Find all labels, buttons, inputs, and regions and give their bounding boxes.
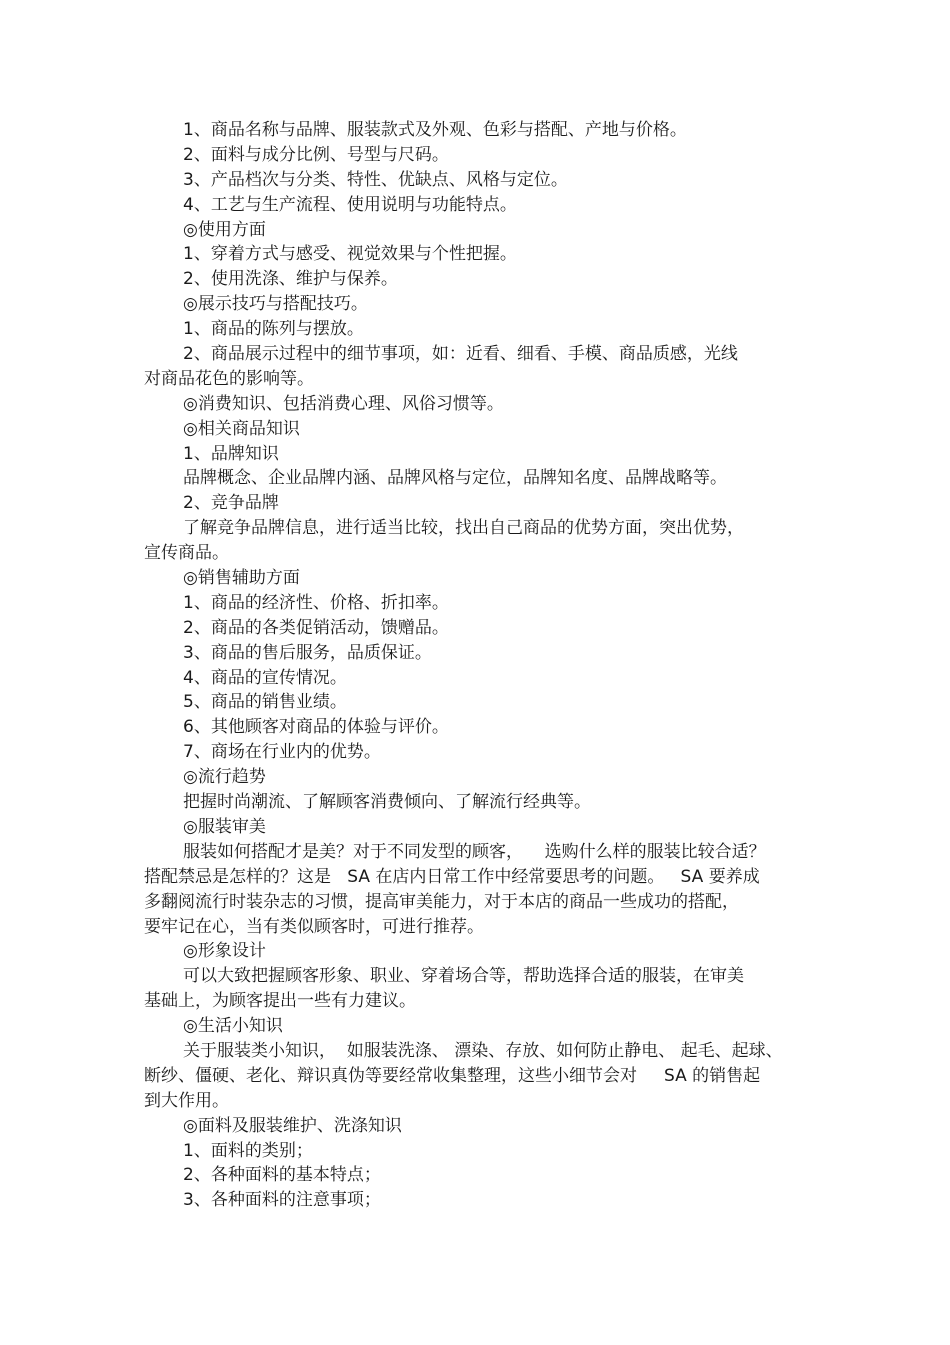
- section-heading: ◎消费知识、包括消费心理、风俗习惯等。: [183, 393, 504, 414]
- section-heading: ◎服装审美: [183, 816, 266, 837]
- list-item: 1、商品的陈列与摆放。: [183, 319, 364, 340]
- list-item: 1、穿着方式与感受、视觉效果与个性把握。: [183, 244, 517, 265]
- paragraph: 可以大致把握顾客形象、职业、穿着场合等，帮助选择合适的服装，在审美: [183, 966, 744, 987]
- list-item: 7、商场在行业内的优势。: [183, 742, 381, 763]
- paragraph-continuation: 到大作用。: [144, 1090, 229, 1111]
- list-item: 3、各种面料的注意事项；: [183, 1190, 381, 1211]
- paragraph-continuation: 宣传商品。: [144, 543, 229, 564]
- paragraph-continuation: 对商品花色的影响等。: [144, 368, 314, 389]
- paragraph-continuation: 基础上，为顾客提出一些有力建议。: [144, 991, 416, 1012]
- list-item: 2、商品展示过程中的细节事项，如：近看、细看、手模、商品质感，光线: [183, 344, 738, 365]
- paragraph-continuation: 搭配禁忌是怎样的？这是 SA 在店内日常工作中经常要思考的问题。 SA 要养成: [144, 866, 760, 887]
- paragraph: 关于服装类小知识， 如服装洗涤、 漂染、存放、如何防止静电、 起毛、起球、: [183, 1040, 783, 1061]
- list-item: 1、品牌知识: [183, 443, 279, 464]
- section-heading: ◎相关商品知识: [183, 418, 300, 439]
- list-item: 1、商品名称与品牌、服装款式及外观、色彩与搭配、产地与价格。: [183, 120, 687, 140]
- section-heading: ◎使用方面: [183, 219, 266, 240]
- section-heading: ◎销售辅助方面: [183, 568, 300, 589]
- list-item: 2、商品的各类促销活动，馈赠品。: [183, 617, 449, 638]
- section-heading: ◎展示技巧与搭配技巧。: [183, 294, 368, 315]
- section-heading: ◎形象设计: [183, 941, 266, 962]
- list-item: 2、使用洗涤、维护与保养。: [183, 269, 398, 290]
- section-heading: ◎流行趋势: [183, 767, 266, 788]
- section-heading: ◎面料及服装维护、洗涤知识: [183, 1115, 402, 1136]
- list-item: 1、商品的经济性、价格、折扣率。: [183, 592, 449, 613]
- paragraph-continuation: 断纱、僵硬、老化、辩识真伪等要经常收集整理，这些小细节会对 SA 的销售起: [144, 1065, 761, 1086]
- list-item: 6、其他顾客对商品的体验与评价。: [183, 717, 449, 738]
- list-item: 3、商品的售后服务，品质保证。: [183, 642, 432, 663]
- list-item: 2、面料与成分比例、号型与尺码。: [183, 144, 449, 165]
- paragraph: 品牌概念、企业品牌内涵、品牌风格与定位，品牌知名度、品牌战略等。: [183, 468, 727, 489]
- paragraph: 把握时尚潮流、了解顾客消费倾向、了解流行经典等。: [183, 792, 591, 813]
- paragraph-continuation: 要牢记在心，当有类似顾客时，可进行推荐。: [144, 916, 484, 937]
- list-item: 4、工艺与生产流程、使用说明与功能特点。: [183, 194, 517, 215]
- list-item: 2、各种面料的基本特点；: [183, 1165, 381, 1186]
- paragraph: 服装如何搭配才是美？对于不同发型的顾客， 选购什么样的服装比较合适？: [183, 841, 766, 862]
- list-item: 2、竞争品牌: [183, 493, 279, 514]
- list-item: 1、面料的类别；: [183, 1140, 313, 1161]
- list-item: 4、商品的宣传情况。: [183, 667, 347, 688]
- list-item: 5、商品的销售业绩。: [183, 692, 347, 713]
- list-item: 3、产品档次与分类、特性、优缺点、风格与定位。: [183, 169, 568, 190]
- document-body: [0, 118, 950, 1213]
- paragraph-continuation: 多翻阅流行时装杂志的习惯，提高审美能力，对于本店的商品一些成功的搭配，: [144, 891, 739, 912]
- section-heading: ◎生活小知识: [183, 1016, 283, 1037]
- paragraph: 了解竞争品牌信息，进行适当比较，找出自己商品的优势方面，突出优势，: [183, 518, 744, 539]
